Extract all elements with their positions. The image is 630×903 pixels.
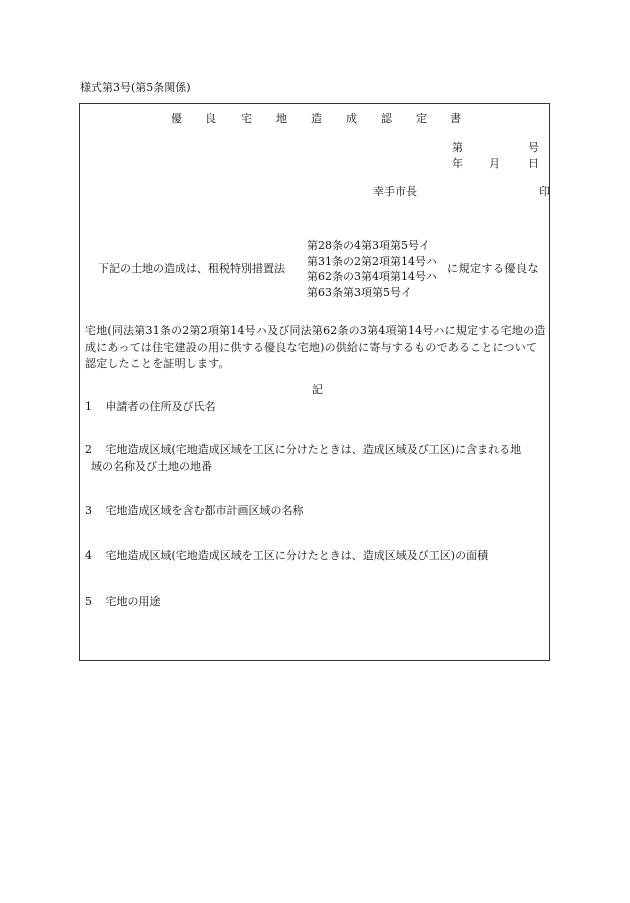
item-number: 5 [85,595,92,608]
title-char: 書 [450,112,461,125]
title-char: 優 [171,112,182,125]
intro-text-right: に規定する優良な [447,262,539,275]
certificate-frame [79,103,550,661]
seal-mark: 印 [539,185,550,198]
date-day: 日 [528,157,539,170]
certificate-number-line [452,141,539,154]
list-item [85,550,488,561]
item-number: 3 [85,504,92,517]
statute-clause: 第28条の4第3項第5号イ [307,239,430,252]
intro-text-left: 下記の土地の造成は、租税特別措置法 [98,262,285,275]
item-number: 4 [85,549,92,562]
item-text: 宅地造成区域(宅地造成区域を工区に分けたときは、造成区域及び工区)に含まれる地 [105,443,522,456]
date-month: 月 [489,157,500,170]
number-suffix: 号 [528,141,539,154]
statute-clauses [307,238,437,300]
mayor-title: 幸手市長 [373,185,417,198]
certification-paragraph: 宅地(同法第31条の2第2項第14号ハ及び同法第62条の3第4項第14号ハに規定する宅地の造成にあっては住宅建設の用に供する優良な宅地)の供給に寄与するものであることについて認定したことを証明します。 [85,324,546,370]
item-text: 申請者の住所及び氏名 [105,400,216,413]
date-year: 年 [452,157,463,170]
title-char: 認 [381,112,392,125]
list-item [85,505,304,516]
title-char: 成 [346,112,357,125]
list-item-continuation: 域の名称及び土地の地番 [91,460,212,473]
title-char: 良 [205,112,216,125]
number-prefix: 第 [452,141,463,154]
list-item [85,401,216,412]
title-char: 定 [416,112,427,125]
list-item [85,596,161,607]
title-char: 地 [276,112,287,125]
title-char: 造 [311,112,322,125]
list-item [85,444,521,455]
date-line [452,157,539,170]
statute-clause: 第63条第3項第5号イ [307,285,412,299]
item-number: 1 [85,400,92,413]
form-number-label: 様式第3号(第5条関係) [80,81,191,94]
item-number: 2 [85,443,92,456]
statute-clause: 第62条の3第4項第14号ハ [307,270,437,283]
statute-clause: 第31条の2第2項第14号ハ [307,254,437,268]
item-text: 宅地の用途 [105,595,161,608]
title-char: 宅 [241,112,252,125]
item-text: 宅地造成区域(宅地造成区域を工区に分けたときは、造成区域及び工区)の面積 [105,549,489,562]
item-text: 宅地造成区域を含む都市計画区域の名称 [105,504,304,517]
ki-heading: 記 [312,383,323,396]
